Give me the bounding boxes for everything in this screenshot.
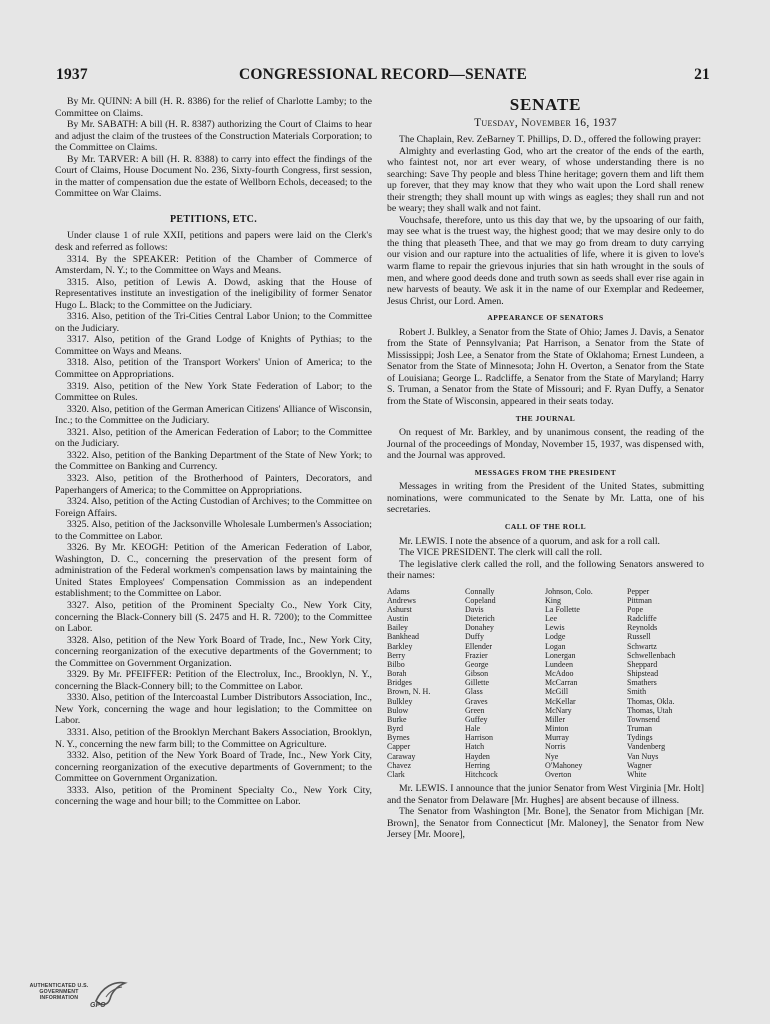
senator-name: Minton bbox=[545, 724, 569, 734]
senator-name: Hatch bbox=[465, 742, 485, 752]
senator-name: O'Mahoney bbox=[545, 760, 583, 770]
senator-name: Bailey bbox=[387, 623, 408, 633]
senator-name: Bulkley bbox=[387, 696, 413, 706]
session-date: Tuesday, November 16, 1937 bbox=[474, 117, 617, 129]
senator-name: McKellar bbox=[545, 696, 576, 706]
senator-name: Schwartz bbox=[627, 641, 657, 651]
petition-item: 3318. Also, petition of the Transport Workers' Union of America; to the Committee on Appropriations. bbox=[55, 357, 372, 381]
senator-name: Dieterich bbox=[465, 614, 495, 624]
senator-name: White bbox=[627, 769, 647, 779]
senator-name: Burke bbox=[387, 714, 407, 724]
senator-name: Pepper bbox=[627, 586, 650, 596]
senator-name: Clark bbox=[387, 769, 405, 779]
journal-paragraph: On request of Mr. Barkley, and by unanimous consent, the reading of the Journal of the proceedings of Monday, November 15, 1937, was dispensed with, and the Journal was approved. bbox=[387, 427, 704, 462]
senator-name: Reynolds bbox=[627, 623, 658, 633]
call-paragraph: The VICE PRESIDENT. The clerk will call the roll. bbox=[399, 547, 603, 559]
petition-item: 3326. By Mr. KEOGH: Petition of the American Federation of Labor, Washington, D. C., concerning the preservation of the present form of administration of the Federal workmen's compensation laws by maintaining the United States Employees' Compensation Commission as an independent establishment; to the Committee on Labor. bbox=[55, 542, 372, 600]
senator-name: Bulow bbox=[387, 705, 409, 715]
authentication-text: AUTHENTICATED U.S. GOVERNMENT INFORMATION bbox=[29, 983, 89, 1001]
senator-name: George bbox=[465, 659, 489, 669]
senator-name: Lodge bbox=[545, 632, 566, 642]
senator-name: Lonergan bbox=[545, 650, 576, 660]
gpo-authentication-logo bbox=[20, 975, 130, 1023]
petition-item: 3327. Also, petition of the Prominent Specialty Co., New York City, concerning the Black-Connery bill (S. 2475 and H. R. 7200); to the Committee on Labor. bbox=[55, 599, 372, 635]
senator-name: Byrd bbox=[387, 724, 403, 734]
senator-name: McGill bbox=[545, 687, 569, 697]
senator-name: Nye bbox=[545, 751, 559, 761]
petition-item: 3317. Also, petition of the Grand Lodge of Knights of Pythias; to the Committee on Ways and Means. bbox=[55, 334, 372, 357]
senator-name: Norris bbox=[545, 742, 566, 752]
right-column bbox=[387, 96, 704, 841]
journal-heading: THE JOURNAL bbox=[515, 413, 576, 423]
senator-name: Hayden bbox=[465, 751, 490, 761]
call-heading: CALL OF THE ROLL bbox=[504, 521, 587, 531]
header-year: 1937 bbox=[56, 66, 88, 83]
senator-name: Logan bbox=[545, 641, 566, 651]
senator-name: Glass bbox=[465, 687, 483, 697]
prayer-paragraph: Almighty and everlasting God, who art the creator of the ends of the earth, who faintest not, nor art ever weary, of whose understanding there is no searching: Save Thy people and bless Thine heritage; govern them and lift them up forever, that they may know that they who wait upon the Lord shall renew their strength; they shall mount up with wings as eagles; they shall run and not be weary; they shall walk and not faint. bbox=[387, 145, 704, 215]
senator-name: Gillette bbox=[465, 678, 489, 688]
gpo-label: GPO bbox=[90, 1002, 106, 1009]
petition-item: 3330. Also, petition of the Intercoastal Lumber Distributors Association, Inc., New York, concerning the wage and hour legislation; to the Committee on Labor. bbox=[55, 692, 372, 727]
petition-item: 3325. Also, petition of the Jacksonville Wholesale Lumbermen's Association; to the Committee on Labor. bbox=[55, 519, 372, 542]
petition-item: 3329. By Mr. PFEIFFER: Petition of the Electrolux, Inc., Brooklyn, N. Y., concerning the Black-Connery bill; to the Committee on Labor. bbox=[55, 669, 372, 692]
senator-name: Graves bbox=[465, 696, 488, 706]
senator-name: Shipstead bbox=[627, 669, 659, 679]
bill-paragraph: By Mr. SABATH: A bill (H. R. 8387) authorizing the Court of Claims to hear and adjust the claim of the trustees of the Construction Materials Corporation; to the Committee on Claims. bbox=[55, 119, 372, 154]
messages-paragraph: Messages in writing from the President of the United States, submitting nominations, were communicated to the Senate by Mr. Latta, one of his secretaries. bbox=[387, 481, 704, 516]
senator-name: Frazier bbox=[465, 650, 488, 660]
senator-name: Caraway bbox=[387, 751, 416, 761]
senator-name: Lewis bbox=[545, 623, 565, 633]
senator-name: Thomas, Utah bbox=[627, 705, 673, 715]
senator-name: Borah bbox=[387, 669, 407, 679]
petition-item: 3314. By the SPEAKER: Petition of the Chamber of Commerce of Amsterdam, N. Y.; to the Committee on Ways and Means. bbox=[55, 253, 372, 277]
petitions-intro: Under clause 1 of rule XXII, petitions and papers were laid on the Clerk's desk and referred as follows: bbox=[55, 230, 372, 254]
senator-name: Overton bbox=[545, 769, 572, 779]
appearance-paragraph: Robert J. Bulkley, a Senator from the State of Ohio; James J. Davis, a Senator from the State of Pennsylvania; Pat Harrison, a Senator from the State of Mississippi; Josh Lee, a Senator from the State of Oklahoma; Ernest Lundeen, a Senator from the State of Minnesota; John H. Overton, a Senator from the State of Louisiana; George L. Radcliffe, a Senator from the State of Maryland; Harry S. Truman, a Senator from the State of Missouri; and F. Ryan Duffy, a Senator from the State of Wisconsin, appeared in their seats today. bbox=[387, 326, 704, 408]
petition-item: 3332. Also, petition of the New York Board of Trade, Inc., New York City, concerning reorganization of the executive departments of Government; to the Committee on Government Organization. bbox=[55, 750, 372, 785]
senator-name: Tydings bbox=[627, 733, 653, 743]
senator-name: Bankhead bbox=[387, 632, 419, 642]
header-title: CONGRESSIONAL RECORD—SENATE bbox=[238, 66, 528, 83]
petition-item: 3320. Also, petition of the German American Citizens' Alliance of Wisconsin, Inc.; to the Committee on the Judiciary. bbox=[55, 403, 372, 427]
senator-name: Guffey bbox=[465, 714, 488, 724]
senator-name: Bilbo bbox=[387, 659, 405, 669]
senator-name: Pope bbox=[627, 605, 643, 614]
senator-name: Capper bbox=[387, 742, 411, 752]
senator-name: Hitchcock bbox=[465, 769, 498, 779]
senator-name: Vandenberg bbox=[627, 742, 666, 752]
petition-item: 3331. Also, petition of the Brooklyn Merchant Bakers Association, Brooklyn, N. Y., concerning the new farm bill; to the Committee on Agriculture. bbox=[55, 726, 372, 750]
petition-item: 3319. Also, petition of the New York State Federation of Labor; to the Committee on Rules. bbox=[55, 380, 372, 404]
closing-paragraph: Mr. LEWIS. I announce that the junior Senator from West Virginia [Mr. Holt] and the Senator from Delaware [Mr. Hughes] are absent because of illness. bbox=[387, 782, 704, 806]
petition-item: 3324. Also, petition of the Acting Custodian of Archives; to the Committee on Foreign Affairs. bbox=[55, 496, 372, 519]
senator-name: Johnson, Colo. bbox=[545, 586, 593, 596]
page-number: 21 bbox=[694, 66, 710, 83]
senator-name: Townsend bbox=[627, 714, 660, 724]
senator-name: Schwellenbach bbox=[627, 650, 676, 660]
page-header bbox=[56, 66, 710, 88]
senator-name: La Follette bbox=[545, 605, 580, 614]
petition-item: 3315. Also, petition of Lewis A. Dowd, asking that the House of Representatives institute an investigation of the ineligibility of former Senator Hugo L. Black; to the Committee on the Judiciary. bbox=[55, 276, 372, 311]
appearance-heading: APPEARANCE OF SENATORS bbox=[487, 313, 604, 323]
senator-name: Austin bbox=[387, 614, 409, 624]
senator-name: Green bbox=[465, 705, 485, 715]
senator-name: Brown, N. H. bbox=[387, 687, 431, 697]
senator-name: Thomas, Okla. bbox=[627, 696, 675, 706]
senator-name: Murray bbox=[545, 733, 569, 743]
senator-name: Andrews bbox=[387, 595, 416, 605]
prayer-paragraph: Vouchsafe, therefore, unto us this day that we, by the upsoaring of our faith, may see what is the truest way, the highest good; that we may desire only to do the thing that pleaseth Thee, and that we may go from dream to duty carrying our vision and our rapture into the actualities of life, where it is given to love's warm flame to repair the grievous injuries that sin hath wrought in the souls of men, and where good deeds done and truth sown as seeds shall ever rise again in new harvests of beauty. We ask it in the name of our Exemplar and Redeemer, Jesus Christ, our Lord. Amen. bbox=[387, 214, 704, 307]
senator-name: Davis bbox=[465, 605, 484, 614]
senator-name: Harrison bbox=[465, 733, 493, 743]
senator-name: Chavez bbox=[387, 760, 411, 770]
senator-name: Byrnes bbox=[387, 733, 410, 743]
senator-name: McAdoo bbox=[545, 669, 574, 679]
senator-name: Smith bbox=[627, 687, 647, 697]
senator-name: Berry bbox=[387, 650, 406, 660]
senator-name: Donahey bbox=[465, 623, 494, 633]
senator-name: Sheppard bbox=[627, 659, 658, 669]
senator-name: Radcliffe bbox=[627, 614, 657, 624]
senator-name: Lundeen bbox=[545, 659, 573, 669]
senator-name: Russell bbox=[627, 632, 651, 642]
senator-name: Barkley bbox=[387, 641, 413, 651]
chaplain-line: The Chaplain, Rev. ZeBarney T. Phillips, D. D., offered the following prayer: bbox=[399, 134, 702, 145]
senator-name: Gibson bbox=[465, 669, 489, 679]
left-column bbox=[55, 96, 372, 808]
senator-name: Connally bbox=[465, 586, 495, 596]
senator-name: King bbox=[545, 595, 561, 605]
senator-name: Duffy bbox=[465, 632, 484, 642]
senator-name: Smathers bbox=[627, 678, 657, 688]
messages-heading: MESSAGES FROM THE PRESIDENT bbox=[474, 467, 617, 477]
roll-call-list bbox=[387, 587, 704, 779]
petition-item: 3321. Also, petition of the American Federation of Labor; to the Committee on the Judiciary. bbox=[55, 426, 372, 450]
senator-name: Miller bbox=[545, 714, 565, 724]
senator-name: Copeland bbox=[465, 595, 496, 605]
bill-paragraph: By Mr. QUINN: A bill (H. R. 8386) for the relief of Charlotte Lamby; to the Committee on Claims. bbox=[55, 96, 372, 119]
senator-name: Lee bbox=[545, 614, 557, 624]
call-paragraph: The legislative clerk called the roll, and the following Senators answered to their names: bbox=[387, 558, 704, 582]
petition-item: 3316. Also, petition of the Tri-Cities Central Labor Union; to the Committee on the Judiciary. bbox=[55, 311, 372, 334]
senator-name: Adams bbox=[387, 586, 410, 596]
senator-name: Ashurst bbox=[387, 605, 412, 614]
petition-item: 3323. Also, petition of the Brotherhood of Painters, Decorators, and Paperhangers of America; to the Committee on Appropriations. bbox=[55, 472, 372, 496]
closing-paragraph: The Senator from Washington [Mr. Bone], the Senator from Michigan [Mr. Brown], the Senator from Connecticut [Mr. Maloney], the Senator from New Jersey [Mr. Moore], bbox=[387, 806, 704, 841]
senator-name: Wagner bbox=[627, 760, 652, 770]
senator-name: Van Nuys bbox=[627, 751, 659, 761]
call-paragraph: Mr. LEWIS. I note the absence of a quorum, and ask for a roll call. bbox=[399, 535, 660, 547]
senator-name: McNary bbox=[545, 705, 572, 715]
senator-name: Pittman bbox=[627, 595, 652, 605]
senate-title: SENATE bbox=[509, 95, 582, 114]
senator-name: Truman bbox=[627, 724, 653, 734]
petitions-heading: PETITIONS, ETC. bbox=[169, 213, 258, 225]
senator-name: Ellender bbox=[465, 641, 493, 651]
senator-name: Hale bbox=[465, 724, 481, 734]
senator-name: Herring bbox=[465, 760, 490, 770]
bill-paragraph: By Mr. TARVER: A bill (H. R. 8388) to carry into effect the findings of the Court of Claims, House Document No. 236, Sixty-fourth Congress, first session, in the matter of compensation due the estate of Wellborn Echols, deceased; to the Committee on War Claims. bbox=[55, 153, 372, 200]
senator-name: McCarran bbox=[545, 678, 578, 688]
petition-item: 3333. Also, petition of the Prominent Specialty Co., New York City, concerning the wage and hour bill; to the Committee on Labor. bbox=[55, 784, 372, 808]
petition-item: 3322. Also, petition of the Banking Department of the State of New York; to the Committee on Banking and Currency. bbox=[55, 449, 372, 473]
senator-name: Bridges bbox=[387, 678, 412, 688]
petition-item: 3328. Also, petition of the New York Board of Trade, Inc., New York City, concerning reorganization of the executive departments of the Government; to the Committee on Government Organization. bbox=[55, 634, 372, 669]
